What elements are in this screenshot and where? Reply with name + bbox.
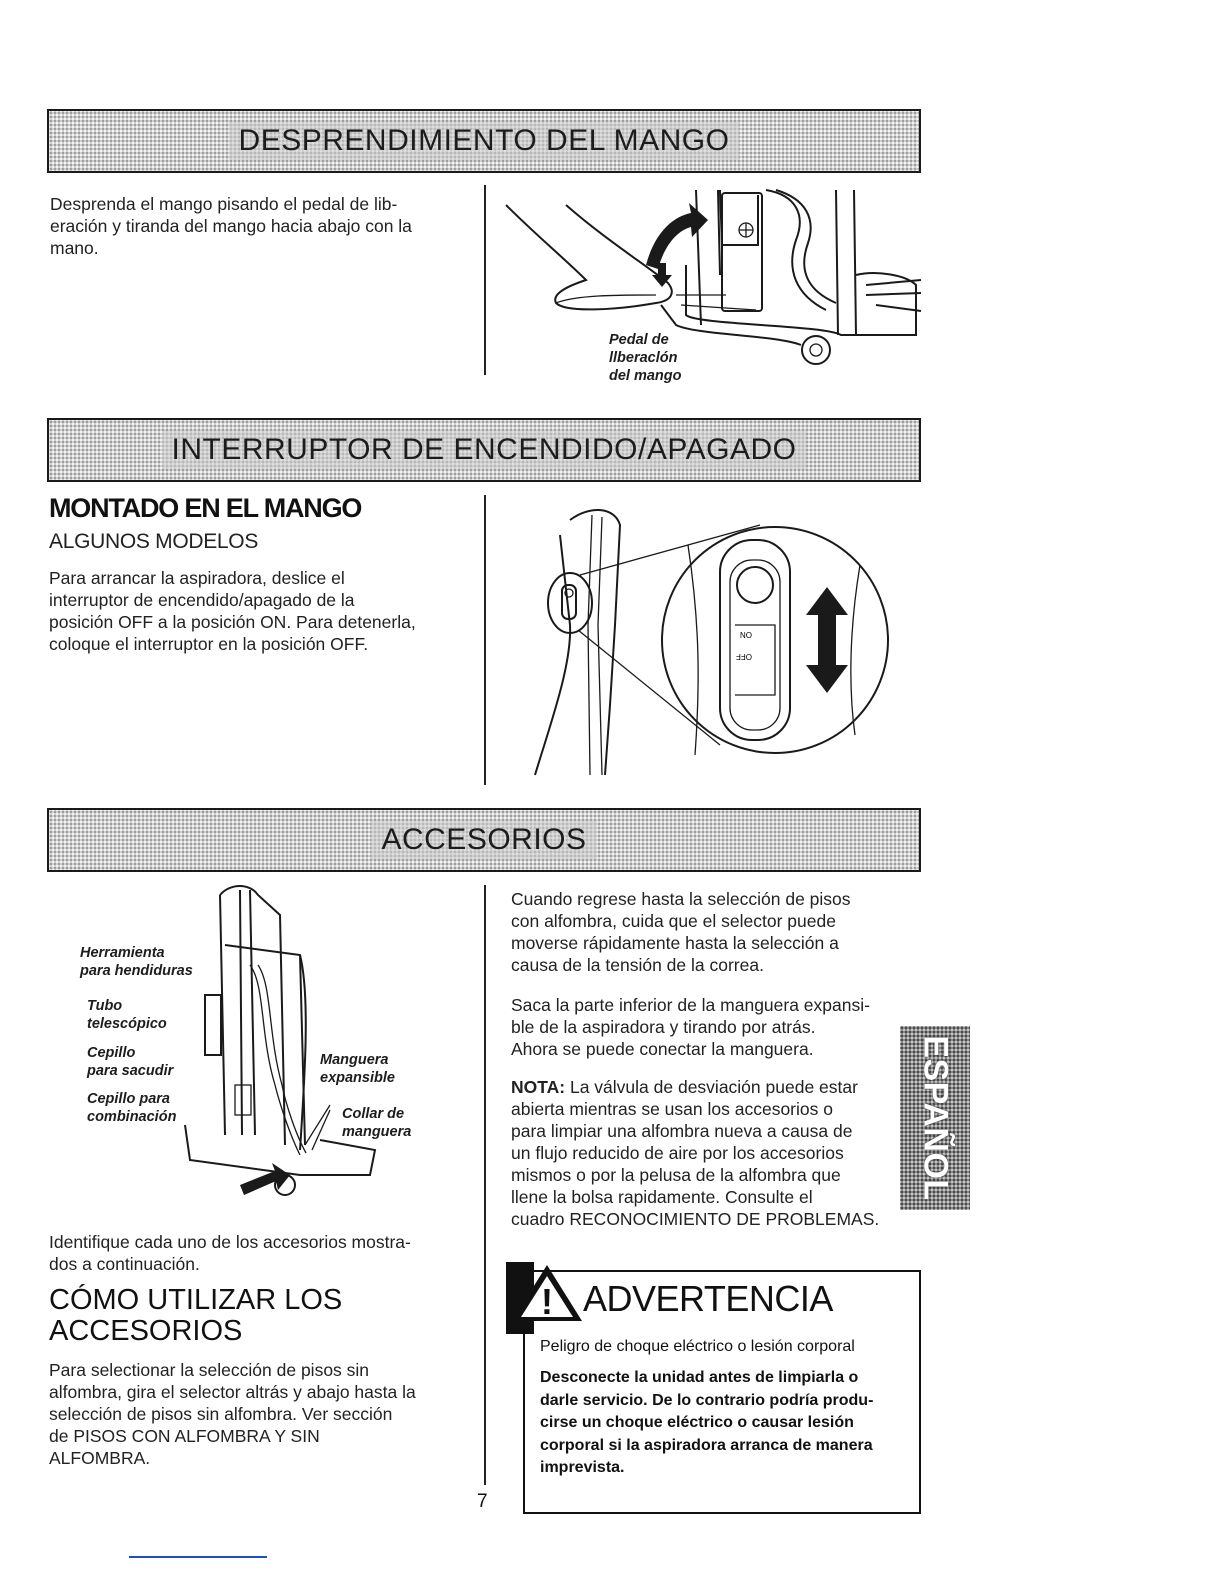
- callout-release-pedal: Pedal de llberaclón del mango: [609, 332, 682, 384]
- section-title-accessories: ACCESORIOS: [371, 821, 596, 859]
- column-divider: [484, 885, 486, 1485]
- switch-label-off: OFF: [736, 652, 752, 661]
- column-divider: [484, 495, 486, 785]
- how-to-use-heading: CÓMO UTILIZAR LOS ACCESORIOS: [49, 1284, 343, 1347]
- warning-triangle-icon: [509, 1262, 585, 1324]
- switch-instructions: Para arrancar la aspiradora, deslice el interruptor de encendido/apagado de la posición OFF a la posición ON. Para detenerla, coloque el interruptor en la posición OFF.: [49, 568, 416, 654]
- switch-subheading: ALGUNOS MODELOS: [49, 530, 259, 553]
- note-paragraph: [511, 1076, 911, 1230]
- callout-hose-collar: Collar de manguera: [342, 1106, 412, 1140]
- warning-symbol: !: [541, 1281, 553, 1322]
- switch-heading: MONTADO EN EL MANGO: [49, 493, 362, 523]
- language-tab: [900, 1026, 970, 1210]
- section-banner-release: [47, 109, 921, 173]
- warning-text: Desconecte la unidad antes de limpiarla o darle servicio. De lo contrario podría produ- cirse un choque eléctrico o causar lesión corporal si la aspiradora arranca de manera imprevista.: [540, 1369, 874, 1476]
- callout-crevice-tool: Herramienta para hendiduras: [80, 945, 193, 979]
- note-text: La válvula de desviación puede estar abierta mientras se usan los accesorios o para limpiar una alfombra nueva a causa de un flujo reducido de aire por los accesorios mismos o por la pelusa de la alfombra que llene la bolsa rapidamente. Consulte el cuadro RECONOCIMIENTO DE PROBLEMAS.: [511, 1077, 880, 1229]
- note-label: NOTA:: [511, 1077, 566, 1097]
- language-tab-label: ESPAÑOL: [916, 1035, 955, 1201]
- warning-subtitle: Peligro de choque eléctrico o lesión corporal: [540, 1338, 855, 1355]
- hose-connection-text: Saca la parte inferior de la manguera expansi- ble de la aspiradora y tirando por atrás. Ahora se puede conectar la manguera.: [511, 995, 870, 1059]
- callout-hose: Manguera expansible: [320, 1052, 395, 1086]
- callout-dusting-brush: Cepillo para sacudir: [87, 1045, 174, 1079]
- release-instructions: Desprenda el mango pisando el pedal de lib- eración y tiranda del mango hacia abajo con la mano.: [50, 194, 412, 258]
- warning-title: ADVERTENCIA: [583, 1278, 833, 1319]
- switch-illustration: [530, 505, 910, 785]
- switch-label-on: ON: [740, 630, 752, 639]
- how-to-use-text: Para selectionar la selección de pisos sin alfombra, gira el selector altrás y abajo hasta la selección de pisos sin alfombra. Ver sección de PISOS CON ALFOMBRA Y SIN ALFOMBRA.: [49, 1360, 416, 1468]
- identify-accessories-text: Identifique cada uno de los accesorios mostra- dos a continuación.: [49, 1232, 411, 1274]
- callout-wand: Tubo telescópico: [87, 998, 167, 1032]
- section-title-release: DESPRENDIMIENTO DEL MANGO: [229, 122, 740, 160]
- section-title-switch: INTERRUPTOR DE ENCENDIDO/APAGADO: [162, 431, 807, 469]
- section-banner-switch: [47, 418, 921, 482]
- section-banner-accessories: [47, 808, 921, 872]
- release-pedal-illustration: [496, 185, 926, 400]
- callout-combination-brush: Cepillo para combinación: [87, 1091, 177, 1125]
- accessories-illustration: [180, 885, 380, 1205]
- column-divider: [484, 185, 486, 375]
- carpet-selection-text: Cuando regrese hasta la selección de pisos con alfombra, cuida que el selector puede moverse rápidamente hasta la selección a causa de la tensión de la correa.: [511, 889, 851, 975]
- bottom-rule: [129, 1556, 267, 1558]
- page-number: 7: [477, 1491, 488, 1512]
